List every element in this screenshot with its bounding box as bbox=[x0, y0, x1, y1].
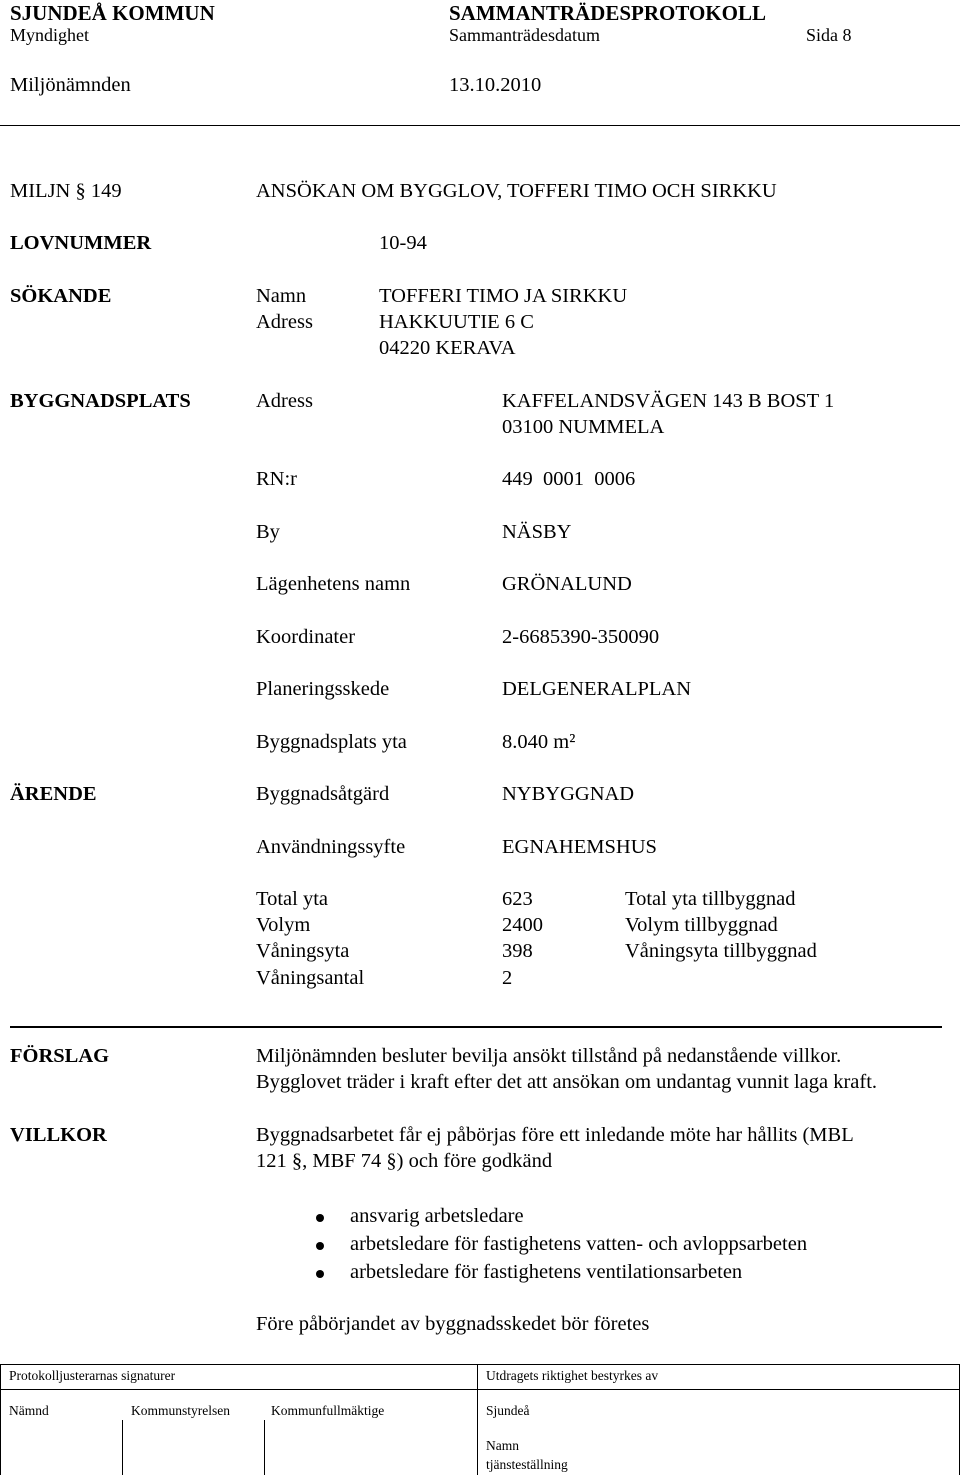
area-extension-label: Total yta tillbyggnad bbox=[625, 888, 796, 910]
site-row-label: RN:r bbox=[256, 468, 297, 490]
site-row-label: Planeringsskede bbox=[256, 678, 390, 700]
applicant-name-label: Namn bbox=[256, 285, 307, 307]
permit-label: LOVNUMMER bbox=[10, 232, 152, 254]
site-row-label: Koordinater bbox=[256, 626, 356, 648]
site-address-line2: 03100 NUMMELA bbox=[502, 416, 665, 438]
applicant-name: TOFFERI TIMO JA SIRKKU bbox=[379, 285, 628, 307]
area-value: 623 bbox=[502, 888, 533, 910]
footer-municipality: Sjundeå bbox=[486, 1403, 530, 1418]
bullet-icon bbox=[316, 1214, 324, 1222]
conditions-text-line1: Byggnadsarbetet får ej påbörjas före ett inledande möte har hållits (MBL bbox=[256, 1124, 854, 1146]
matter-row-value: NYBYGGNAD bbox=[502, 783, 635, 805]
area-label: Total yta bbox=[256, 888, 329, 910]
area-label: Våningsyta bbox=[256, 940, 350, 962]
header-divider bbox=[0, 125, 960, 126]
area-label: Volym bbox=[256, 914, 311, 936]
conditions-bullet-item: ansvarig arbetsledare bbox=[350, 1205, 524, 1227]
conditions-closing-text: Före påbörjandet av byggnadsskedet bör företes bbox=[256, 1313, 650, 1335]
site-row-value: NÄSBY bbox=[502, 521, 572, 543]
site-row-label: Lägenhetens namn bbox=[256, 573, 411, 595]
committee-name: Miljönämnden bbox=[10, 74, 131, 96]
site-address-line1: KAFFELANDSVÄGEN 143 B BOST 1 bbox=[502, 390, 835, 412]
site-row-label: Byggnadsplats yta bbox=[256, 731, 407, 753]
footer-border-row bbox=[0, 1389, 960, 1390]
case-title: ANSÖKAN OM BYGGLOV, TOFFERI TIMO OCH SIRKKU bbox=[256, 180, 777, 202]
signatures-label: Protokolljusterarnas signaturer bbox=[9, 1368, 176, 1383]
bullet-icon bbox=[316, 1242, 324, 1250]
proposal-label: FÖRSLAG bbox=[10, 1045, 110, 1067]
page-number: Sida 8 bbox=[806, 25, 852, 45]
footer-border-left bbox=[0, 1364, 1, 1475]
certified-label: Utdragets riktighet bestyrkes av bbox=[486, 1368, 659, 1383]
site-row-value: 2-6685390-350090 bbox=[502, 626, 660, 648]
case-number: MILJN § 149 bbox=[10, 180, 122, 202]
area-extension-label: Våningsyta tillbyggnad bbox=[625, 940, 817, 962]
proposal-text-line1: Miljönämnden besluter bevilja ansökt tillstånd på nedanstående villkor. bbox=[256, 1045, 842, 1067]
site-address-label: Adress bbox=[256, 390, 313, 412]
footer-role-label: tjänsteställning bbox=[486, 1457, 568, 1472]
matter-row-label: Byggnadsåtgärd bbox=[256, 783, 390, 805]
matter-row-label: Användningssyfte bbox=[256, 836, 406, 858]
site-row-value: DELGENERALPLAN bbox=[502, 678, 692, 700]
section-divider bbox=[10, 1026, 942, 1028]
conditions-label: VILLKOR bbox=[10, 1124, 107, 1146]
footer-border-top bbox=[0, 1364, 960, 1365]
footer-col-label: Kommunfullmäktige bbox=[271, 1403, 385, 1418]
applicant-address-line2: 04220 KERAVA bbox=[379, 337, 516, 359]
bullet-icon bbox=[316, 1270, 324, 1278]
meeting-date: 13.10.2010 bbox=[449, 74, 542, 96]
site-row-value: 449 0001 0006 bbox=[502, 468, 636, 490]
area-value: 398 bbox=[502, 940, 533, 962]
conditions-text-line2: 121 §, MBF 74 §) och före godkänd bbox=[256, 1150, 553, 1172]
matter-label: ÄRENDE bbox=[10, 783, 97, 805]
area-value: 2 bbox=[502, 967, 513, 989]
doc-type: SAMMANTRÄDESPROTOKOLL bbox=[449, 1, 766, 25]
area-label: Våningsantal bbox=[256, 967, 365, 989]
applicant-address-line1: HAKKUUTIE 6 C bbox=[379, 311, 534, 333]
footer-col-divider bbox=[122, 1420, 123, 1475]
permit-number: 10-94 bbox=[379, 232, 427, 254]
area-value: 2400 bbox=[502, 914, 543, 936]
area-extension-label: Volym tillbyggnad bbox=[625, 914, 778, 936]
conditions-bullet-item: arbetsledare för fastighetens vatten- och avloppsarbeten bbox=[350, 1233, 808, 1255]
org-name: SJUNDEÅ KOMMUN bbox=[10, 1, 215, 25]
org-subtitle: Myndighet bbox=[10, 25, 89, 45]
site-label: BYGGNADSPLATS bbox=[10, 390, 191, 412]
proposal-text-line2: Bygglovet träder i kraft efter det att ansökan om undantag vunnit laga kraft. bbox=[256, 1071, 878, 1093]
date-label: Sammanträdesdatum bbox=[449, 25, 600, 45]
applicant-label: SÖKANDE bbox=[10, 285, 112, 307]
matter-row-value: EGNAHEMSHUS bbox=[502, 836, 657, 858]
footer-col-divider bbox=[264, 1420, 265, 1475]
site-row-value: GRÖNALUND bbox=[502, 573, 632, 595]
site-row-value: 8.040 m² bbox=[502, 731, 576, 753]
footer-col-label: Kommunstyrelsen bbox=[131, 1403, 230, 1418]
conditions-bullet-item: arbetsledare för fastighetens ventilationsarbeten bbox=[350, 1261, 743, 1283]
footer-col-divider bbox=[477, 1364, 478, 1475]
site-row-label: By bbox=[256, 521, 280, 543]
footer-col-label: Nämnd bbox=[9, 1403, 49, 1418]
applicant-address-label: Adress bbox=[256, 311, 313, 333]
footer-name-label: Namn bbox=[486, 1438, 519, 1453]
